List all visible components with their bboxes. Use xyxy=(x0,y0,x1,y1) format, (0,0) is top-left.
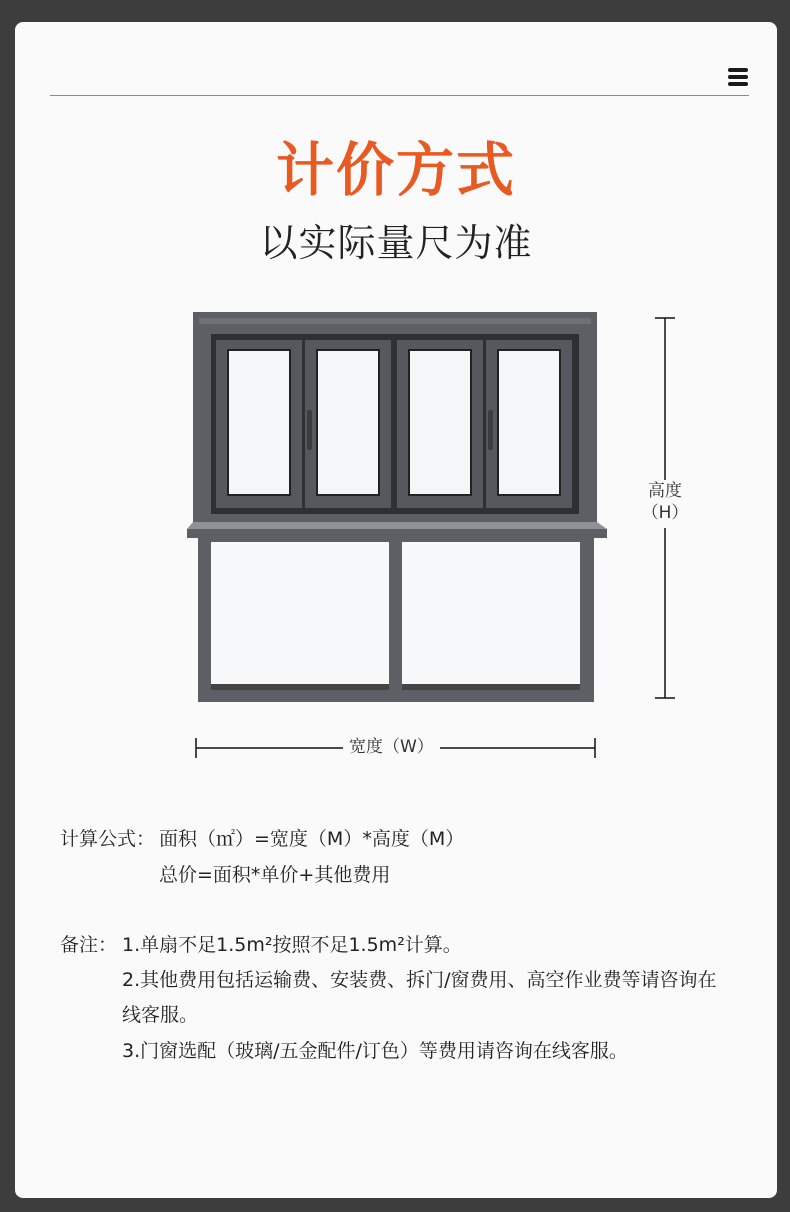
sash xyxy=(305,340,391,508)
formula-line1: 面积（㎡）=宽度（M）*高度（M） xyxy=(159,828,465,850)
sash xyxy=(216,340,302,508)
height-label xyxy=(635,480,695,524)
content-card xyxy=(15,22,777,1198)
note-item-2-cont: 线客服。 xyxy=(122,1004,199,1026)
upper-window xyxy=(193,312,597,522)
sash xyxy=(397,340,483,508)
notes-label: 备注： xyxy=(60,934,118,956)
page-title: 计价方式 xyxy=(275,136,516,204)
height-label-line1: 高度 xyxy=(648,481,682,501)
note-item-1: 1.单扇不足1.5m²按照不足1.5m²计算。 xyxy=(122,934,462,956)
note-item-3: 3.门窗选配（玻璃/五金配件/订色）等费用请咨询在线客服。 xyxy=(122,1040,628,1062)
formula-label: 计算公式： xyxy=(60,828,156,850)
sash xyxy=(486,340,572,508)
width-label: 宽度（W） xyxy=(343,736,440,758)
formula-line2: 总价=面积*单价+其他费用 xyxy=(159,864,391,886)
window-diagram xyxy=(15,22,777,802)
lower-window xyxy=(198,538,594,702)
page-subtitle: 以实际量尺为准 xyxy=(259,221,533,265)
note-item-2: 2.其他费用包括运输费、安装费、拆门/窗费用、高空作业费等请咨询在 xyxy=(122,969,717,991)
height-label-line2: （H） xyxy=(641,503,689,523)
